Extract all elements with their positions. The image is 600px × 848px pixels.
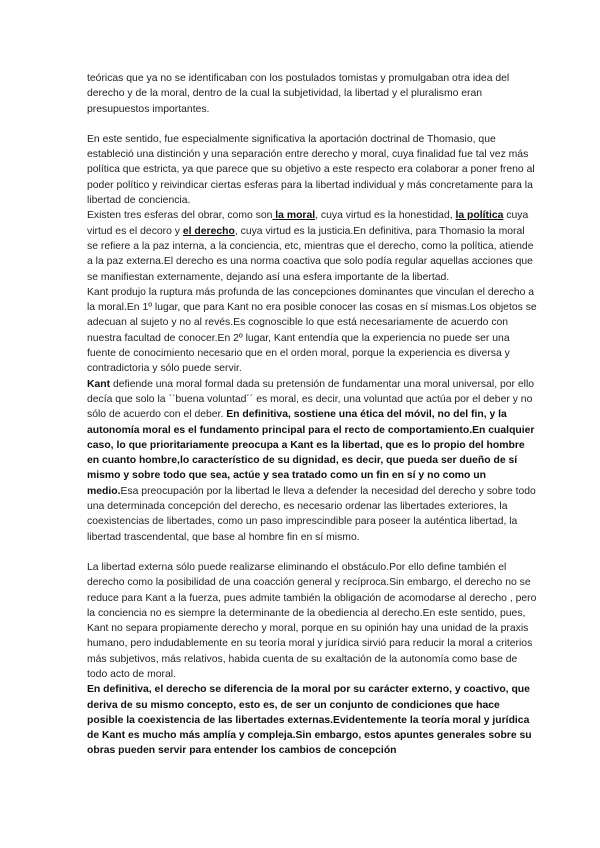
paragraph-gap	[87, 117, 537, 132]
paragraph-4: Kant produjo la ruptura más profunda de las concepciones dominantes que vinculan el derecho a la moral.En 1º lugar, que para Kant no era posible conocer las cosas en sí mismas.Los objetos se adecuan al sujeto y no al revés.Es cognoscible lo que está necesariamente de acuerdo con nuestra facultad de conocer.En 2º lugar, Kant entendía que la experiencia no puede ser una fuente de conocimiento necesario que en el orden moral, porque la experiencia es diversa y contradictoria y sólo puede servir.	[87, 286, 537, 375]
term-el-derecho: el derecho	[182, 225, 235, 237]
document-body	[87, 71, 537, 759]
paragraph-2: En este sentido, fue especialmente significativa la aportación doctrinal de Thomasio, que estableció una distinción y una separación entre derecho y moral, cuya finalidad fue tal vez más política que estricta, ya que parece que su objetivo a este respecto era colaborar a poner freno al poder político y reivindicar ciertas esferas para la libertad individual y más concretamente para la libertad de conciencia.	[87, 133, 535, 207]
paragraph-5-text-2: Esa preocupación por la libertad le lleva a defender la necesidad del derecho y sobre todo una determinada concepción del derecho, es necesario ordenar las libertades exteriores, la coexistencias de libertades, como un paso imprescindible para poseer la auténtica libertad, la libertad trascendental, que base al hombre fin en sí mismo.	[87, 485, 536, 543]
paragraph-5-text-1: defiende una moral formal dada su pretensión de fundamentar una moral universal, por ello decía que solo la ``buena voluntad´´ es moral, es decir, una voluntad que actúa por el deber y no sólo de acuerdo con el deber.	[87, 378, 535, 421]
paragraph-5-bold-conclusion: En definitiva, sostiene una ética del móvil, no del fin, y la autonomía moral es el fundamento principal para el recto de comportamiento.En cualquier caso, lo que prioritariamente preocupa a Kant es la libertad, que es lo propio del hombre en cuanto hombre,lo característico de su dignidad, es decir, que pueda ser dueño de sí mismo y sobre todo que sea, actúe y sea tratado como un fin en sí y no como un medio.	[87, 409, 535, 497]
term-la-moral: la moral	[272, 210, 316, 222]
paragraph-3-text-2: , cuya virtud es la honestidad,	[315, 210, 456, 222]
paragraph-3-text-1: Existen tres esferas del obrar, como son	[87, 210, 273, 222]
paragraph-3-text-4: , cuya virtud es la justicia.En definitiva, para Thomasio la moral se refiere a la paz interna, a la conciencia, etc, mientras que el derecho, como la política, atiende a la paz externa.El derecho es una norma coactiva que solo podía regular aquellas acciones que se manifiestan externamente, dejando así una esfera importante de la libertad.	[87, 225, 534, 283]
paragraph-1: teóricas que ya no se identificaban con los postulados tomistas y promulgaban otra idea del derecho y de la moral, dentro de la cual la subjetividad, la libertad y el pluralismo eran presupuestos importantes.	[87, 73, 510, 115]
paragraph-3-text-3: cuya virtud es el decoro y	[87, 210, 529, 237]
paragraph-6: La libertad externa sólo puede realizarse eliminando el obstáculo.Por ello define también el derecho como la posibilidad de una coacción general y recíproca.Sin embargo, el derecho no se reduce para Kant a la fuerza, pues admite también la obligación de acomodarse al derecho , pero la conciencia no es siempre la determinante de la obediencia al derecho.En este sentido, pues, Kant no separa propiamente derecho y moral, porque en su opinión hay una unidad de la praxis humano, pero indudablemente en su teoría moral y jurídica sirvió para reducir la moral a criterios más subjetivos, más relativos, habida cuenta de su exaltación de la autonomía como base de todo acto de moral.	[87, 561, 537, 680]
paragraph-3	[87, 208, 537, 284]
paragraph-gap	[87, 545, 537, 560]
term-la-politica: la política	[455, 210, 504, 222]
paragraph-5	[87, 377, 537, 545]
paragraph-7-bold: En definitiva, el derecho se diferencia de la moral por su carácter externo, y coactivo, que deriva de su mismo concepto, esto es, de ser un conjunto de condiciones que hace posible la coexistencia de las libertades externas.Evidentemente la teoría moral y jurídica de Kant es mucho más amplía y compleja.Sin embargo, estos apuntes generales sobre su obras pueden servir para entender los cambios de concepción	[87, 684, 532, 757]
paragraph-5-bold-kant: Kant	[87, 378, 111, 390]
